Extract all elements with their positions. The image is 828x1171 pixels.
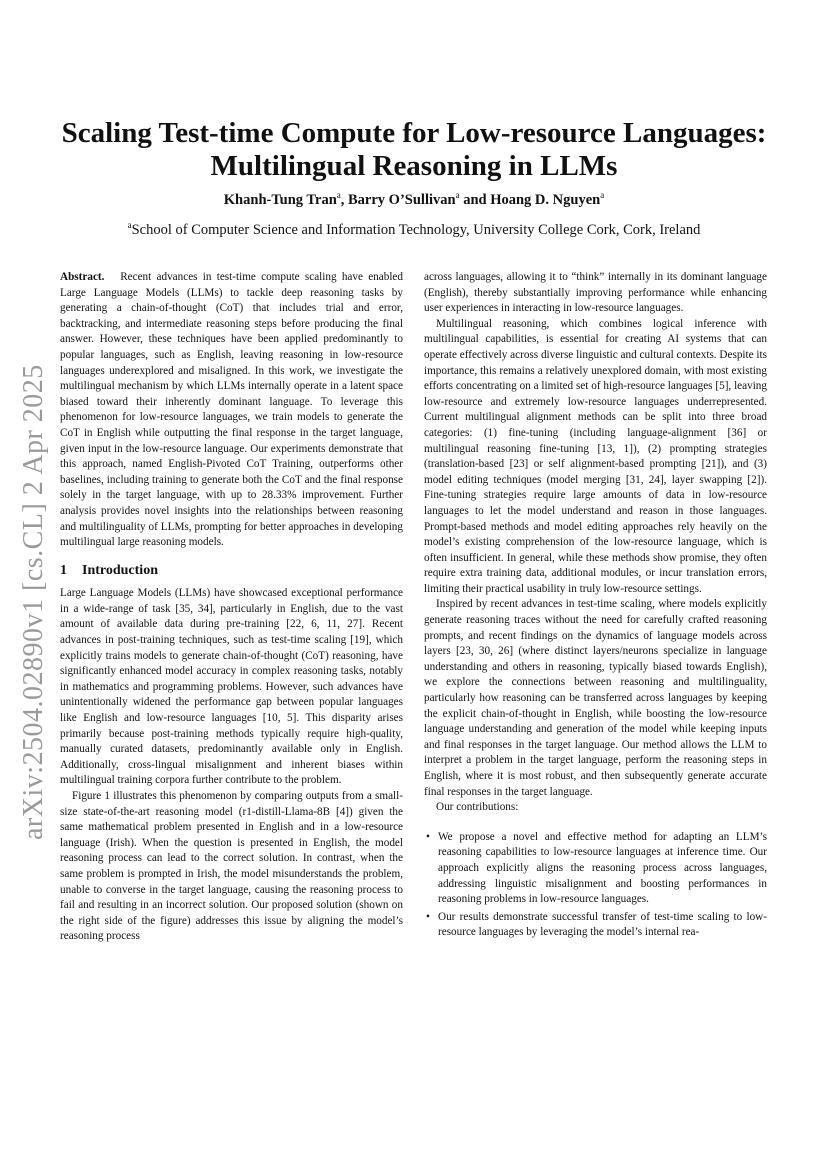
author-name: Barry O’Sullivan — [348, 191, 456, 208]
section-number: 1 — [60, 562, 67, 578]
affiliation-mark: a — [127, 220, 132, 230]
abstract-label: Abstract. — [60, 271, 105, 283]
intro-paragraph-3: Multilingual reasoning, which combines logical inference with multilingual capabilities, is essential for creating AI systems that can operate effectively across diverse linguistic and cultural contexts. Despite its importance, this remains a relatively unexplored domain, with most existing efforts concentrating on a limited set of high-resource languages [5], leaving low-resource and extremely low-resource languages underrepresented. Current multilingual alignment methods can be split into three broad categories: (1) fine-tuning (including language-alignment [36] or multilingual reasoning fine-tuning [13, 1]), (2) prompting strategies (translation-based [23] or self alignment-based prompting [21]), and (3) model editing techniques (model merging [31, 24], layer swapping [2]). Fine-tuning strategies require large amounts of data in low-resource languages to let the model understand and reason in those languages. Prompt-based methods and model editing approaches rely heavily on the model’s existing comprehension of the low-resource language, which is often insufficient. In general, while these methods show promise, they often require extra training data, additional modules, or incur translation errors, limiting their practical usability in truly low-resource settings. — [424, 317, 767, 595]
paper-title — [40, 117, 788, 183]
section-title: Introduction — [82, 562, 158, 578]
author-separator: and — [459, 191, 491, 208]
intro-paragraph-2: Figure 1 illustrates this phenomenon by comparing outputs from a small-size state-of-the-art reasoning model (r1-distill-Llama-8B [4]) given the same mathematical problem presented in English and in a low-resource language (Irish). When the question is presented in English, the model reasoning process can lead to the correct solution. In contrast, when the same problem is prompted in Irish, the model misunderstands the problem, unable to converse in the target language, causing the reasoning process to fail and resulting in an incorrect solution. Our proposed solution (shown on the right side of the figure) addresses this issue by aligning the model’s reasoning process — [60, 790, 403, 943]
affiliation — [40, 220, 788, 239]
intro-paragraph-1: Large Language Models (LLMs) have showcased exceptional performance in a wide-range of task [35, 34], particularly in English, due to the vast amount of available data during pre-training [22, 6, 11, 27]. Recent advances in post-training techniques, such as test-time scaling [19], which explicitly trains models to generate chain-of-thought (CoT) reasoning, have significantly enhanced model accuracy in complex reasoning tasks, notably in mathematics and programming problems. However, such advances have unintentionally widened the performance gap between popular languages like English and low-resource languages [10, 5]. This disparity arises primarily because post-training methods typically require high-quality, manually curated datasets, predominantly available only in English. Additionally, cross-lingual misalignment and inherent biases within multilingual training corpora further contribute to the problem. — [60, 587, 403, 787]
list-item — [424, 910, 767, 941]
section-heading-introduction — [60, 563, 403, 579]
affiliation-text: School of Computer Science and Information Technology, University College Cork, Cork, Ireland — [131, 221, 701, 238]
contributions-list — [424, 830, 767, 941]
author-affiliation-mark: a — [336, 190, 341, 200]
abstract-text: Recent advances in test-time compute scaling have enabled Large Language Models (LLMs) to tackle deep reasoning tasks by generating a chain-of-thought (CoT) that includes trial and error, backtracking, and intermediate reasoning steps before producing the final answer. However, these techniques have been applied predominantly to popular languages, such as English, leaving reasoning in low-resource languages underexplored and misaligned. In this work, we investigate the multilingual mechanism by which LLMs internally operate in a latent space biased toward their inherently dominant language. To leverage this phenomenon for low-resource languages, we train models to generate the CoT in English while outputting the final response in the target language, given input in the low-resource language. Our experiments demonstrate that this approach, named English-Pivoted CoT Training, outperforms other baselines, including training to generate both the CoT and the final response solely in the target language, with up to 28.33% improvement. Further analysis provides novel insights into the relationships between reasoning and multilinguality of LLMs, prompting for better approaches in developing multilingual large reasoning models. — [60, 271, 403, 549]
title-line-1: Scaling Test-time Compute for Low-resource Languages: — [61, 117, 767, 149]
right-column — [424, 270, 767, 943]
left-column — [60, 270, 403, 945]
list-item — [424, 830, 767, 908]
author-affiliation-mark: a — [600, 190, 605, 200]
intro-paragraph-4: Inspired by recent advances in test-time scaling, where models explicitly generate reasoning traces without the need for carefully crafted reasoning prompts, and recent findings on the dynamics of language models across layers [23, 30, 26] (where distinct layers/neurons specialize in language understanding and others in reasoning, typically biased towards English), we explore the connections between reasoning and multilinguality, particularly how reasoning can be transferred across languages by keeping the explicit chain-of-thought in English, while boosting the low-resource language understanding and generation of the model while keeping inputs and final responses in the target language. Our method allows the LLM to interpret a problem in the target language, perform the reasoning steps in English, where it is most robust, and then subsequently generate accurate final responses in the target language. — [424, 598, 767, 798]
contributions-label: Our contributions: — [436, 801, 519, 814]
arxiv-identifier: arXiv:2504.02890v1 [cs.CL] 2 Apr 2025 — [18, 364, 49, 840]
list-item-text: Our results demonstrate successful transfer of test-time scaling to low-resource languages by leveraging the model’s internal rea- — [438, 910, 767, 939]
bullet-icon: • — [426, 910, 430, 923]
intro-paragraph-2-continued: across languages, allowing it to “think” internally in its dominant language (English), thereby substantially improving performance while enhancing user experiences in interacting in low-resource languages. — [424, 271, 767, 315]
abstract — [60, 270, 403, 551]
author-name: Khanh-Tung Tran — [223, 191, 337, 208]
author-list — [40, 190, 788, 209]
author-affiliation-mark: a — [455, 190, 460, 200]
bullet-icon: • — [426, 830, 430, 843]
author-separator: , — [340, 191, 349, 208]
author-name: Hoang D. Nguyen — [490, 191, 601, 208]
title-line-2: Multilingual Reasoning in LLMs — [210, 150, 618, 182]
list-item-text: We propose a novel and effective method for adapting an LLM’s reasoning capabilities to low-resource languages at inference time. Our approach explicitly aligns the reasoning process across languages, addressing linguistic misalignment and boosting performances in reasoning problems in low-resource languages. — [438, 830, 767, 906]
